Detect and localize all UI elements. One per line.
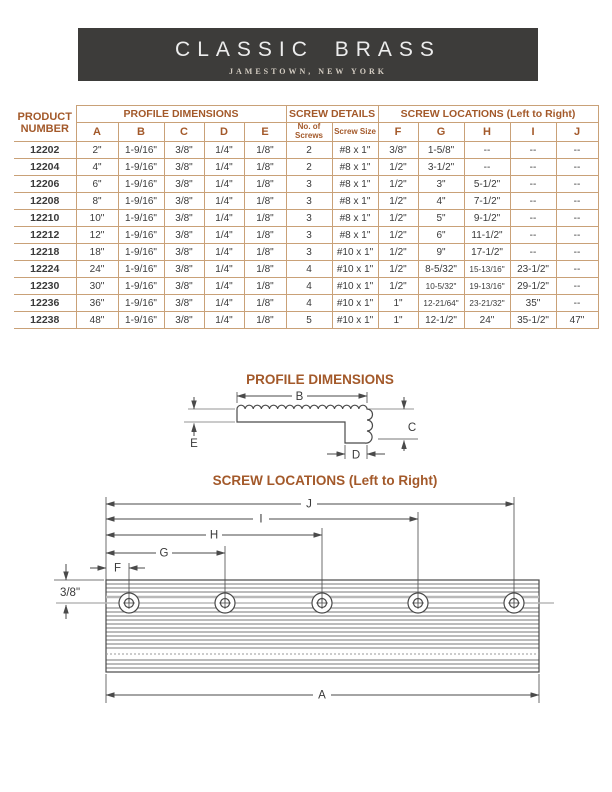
value-cell: 35-1/2" bbox=[510, 312, 556, 329]
value-cell: 1/8" bbox=[244, 142, 286, 159]
product-number-cell: 12238 bbox=[14, 312, 76, 329]
value-cell: 1/8" bbox=[244, 295, 286, 312]
value-cell: 1/2" bbox=[378, 244, 418, 261]
value-cell: 4" bbox=[76, 159, 118, 176]
value-cell: 1-9/16" bbox=[118, 210, 164, 227]
value-cell: 1/8" bbox=[244, 210, 286, 227]
value-cell: #10 x 1" bbox=[332, 244, 378, 261]
value-cell: 1/2" bbox=[378, 261, 418, 278]
value-cell: 3/8" bbox=[164, 176, 204, 193]
value-cell: 1/4" bbox=[204, 227, 244, 244]
product-number-header: PRODUCT NUMBER bbox=[14, 106, 76, 142]
value-cell: 1/2" bbox=[378, 193, 418, 210]
value-cell: 23-21/32" bbox=[464, 295, 510, 312]
col-b: B bbox=[118, 123, 164, 142]
value-cell: 3/8" bbox=[164, 312, 204, 329]
value-cell: #8 x 1" bbox=[332, 176, 378, 193]
group-screw-locations: SCREW LOCATIONS (Left to Right) bbox=[378, 106, 598, 123]
col-i: I bbox=[510, 123, 556, 142]
value-cell: 1/2" bbox=[378, 210, 418, 227]
value-cell: 3/8" bbox=[164, 210, 204, 227]
table-row bbox=[14, 159, 598, 176]
value-cell: 19-13/16" bbox=[464, 278, 510, 295]
value-cell: 1/8" bbox=[244, 312, 286, 329]
value-cell: 47" bbox=[556, 312, 598, 329]
product-number-cell: 12206 bbox=[14, 176, 76, 193]
value-cell: 1-9/16" bbox=[118, 278, 164, 295]
value-cell: 9" bbox=[418, 244, 464, 261]
value-cell: 3 bbox=[286, 176, 332, 193]
value-cell: 8-5/32" bbox=[418, 261, 464, 278]
value-cell: 1-9/16" bbox=[118, 312, 164, 329]
value-cell: 30" bbox=[76, 278, 118, 295]
value-cell: 4 bbox=[286, 278, 332, 295]
table-row bbox=[14, 210, 598, 227]
value-cell: 1/4" bbox=[204, 312, 244, 329]
table-row bbox=[14, 278, 598, 295]
value-cell: #8 x 1" bbox=[332, 227, 378, 244]
value-cell: #8 x 1" bbox=[332, 193, 378, 210]
value-cell: #8 x 1" bbox=[332, 159, 378, 176]
value-cell: 1/4" bbox=[204, 261, 244, 278]
screw-diagram-title: SCREW LOCATIONS (Left to Right) bbox=[212, 473, 438, 488]
table-row bbox=[14, 261, 598, 278]
value-cell: -- bbox=[510, 244, 556, 261]
value-cell: 24" bbox=[464, 312, 510, 329]
value-cell: 23-1/2" bbox=[510, 261, 556, 278]
value-cell: 3/8" bbox=[378, 142, 418, 159]
value-cell: 6" bbox=[418, 227, 464, 244]
screw-label-j: J bbox=[306, 498, 312, 511]
screw-label-offset: 3/8" bbox=[59, 587, 81, 599]
value-cell: -- bbox=[510, 159, 556, 176]
value-cell: 1/4" bbox=[204, 193, 244, 210]
product-number-cell: 12224 bbox=[14, 261, 76, 278]
brand-header bbox=[78, 28, 538, 81]
value-cell: 3/8" bbox=[164, 278, 204, 295]
value-cell: -- bbox=[556, 295, 598, 312]
value-cell: 1/4" bbox=[204, 210, 244, 227]
value-cell: -- bbox=[556, 278, 598, 295]
col-a: A bbox=[76, 123, 118, 142]
value-cell: 12" bbox=[76, 227, 118, 244]
col-j: J bbox=[556, 123, 598, 142]
value-cell: 5 bbox=[286, 312, 332, 329]
value-cell: 3-1/2" bbox=[418, 159, 464, 176]
value-cell: #10 x 1" bbox=[332, 278, 378, 295]
value-cell: -- bbox=[464, 159, 510, 176]
screw-label-a: A bbox=[318, 689, 326, 702]
table-row bbox=[14, 142, 598, 159]
value-cell: 17-1/2" bbox=[464, 244, 510, 261]
value-cell: 1-9/16" bbox=[118, 159, 164, 176]
value-cell: 1-5/8" bbox=[418, 142, 464, 159]
value-cell: 10-5/32" bbox=[418, 278, 464, 295]
value-cell: 15-13/16" bbox=[464, 261, 510, 278]
group-screw-details: SCREW DETAILS bbox=[286, 106, 378, 123]
group-profile-dimensions: PROFILE DIMENSIONS bbox=[76, 106, 286, 123]
value-cell: 1/4" bbox=[204, 176, 244, 193]
value-cell: -- bbox=[464, 142, 510, 159]
value-cell: 3/8" bbox=[164, 295, 204, 312]
value-cell: 1/4" bbox=[204, 159, 244, 176]
col-h: H bbox=[464, 123, 510, 142]
product-number-cell: 12210 bbox=[14, 210, 76, 227]
table-group-header-row bbox=[14, 106, 598, 123]
value-cell: 5" bbox=[418, 210, 464, 227]
value-cell: 11-1/2" bbox=[464, 227, 510, 244]
value-cell: -- bbox=[510, 142, 556, 159]
value-cell: #10 x 1" bbox=[332, 295, 378, 312]
value-cell: #8 x 1" bbox=[332, 210, 378, 227]
value-cell: 1/4" bbox=[204, 244, 244, 261]
table-row bbox=[14, 227, 598, 244]
value-cell: 1-9/16" bbox=[118, 227, 164, 244]
value-cell: -- bbox=[556, 176, 598, 193]
value-cell: 36" bbox=[76, 295, 118, 312]
screw-label-h: H bbox=[209, 529, 219, 542]
value-cell: 1/4" bbox=[204, 278, 244, 295]
value-cell: 1/2" bbox=[378, 159, 418, 176]
col-f: F bbox=[378, 123, 418, 142]
value-cell: 1/8" bbox=[244, 244, 286, 261]
table-body bbox=[14, 142, 598, 329]
value-cell: 1/4" bbox=[204, 142, 244, 159]
value-cell: 5-1/2" bbox=[464, 176, 510, 193]
table-row bbox=[14, 176, 598, 193]
value-cell: -- bbox=[510, 210, 556, 227]
value-cell: -- bbox=[556, 261, 598, 278]
value-cell: -- bbox=[510, 176, 556, 193]
value-cell: 4 bbox=[286, 295, 332, 312]
value-cell: -- bbox=[556, 244, 598, 261]
value-cell: 10" bbox=[76, 210, 118, 227]
value-cell: 2 bbox=[286, 159, 332, 176]
value-cell: #10 x 1" bbox=[332, 261, 378, 278]
col-d: D bbox=[204, 123, 244, 142]
value-cell: 1/8" bbox=[244, 159, 286, 176]
value-cell: 8" bbox=[76, 193, 118, 210]
value-cell: -- bbox=[556, 193, 598, 210]
value-cell: 3/8" bbox=[164, 142, 204, 159]
table-row bbox=[14, 295, 598, 312]
value-cell: 3/8" bbox=[164, 244, 204, 261]
value-cell: 9-1/2" bbox=[464, 210, 510, 227]
value-cell: 3/8" bbox=[164, 193, 204, 210]
value-cell: 1-9/16" bbox=[118, 193, 164, 210]
value-cell: 3/8" bbox=[164, 227, 204, 244]
table-column-header-row bbox=[14, 123, 598, 142]
value-cell: 1/8" bbox=[244, 193, 286, 210]
col-c: C bbox=[164, 123, 204, 142]
value-cell: 7-1/2" bbox=[464, 193, 510, 210]
value-cell: #10 x 1" bbox=[332, 312, 378, 329]
value-cell: 3/8" bbox=[164, 159, 204, 176]
screw-label-i: I bbox=[259, 513, 263, 526]
value-cell: #8 x 1" bbox=[332, 142, 378, 159]
table-row bbox=[14, 244, 598, 261]
value-cell: 1/8" bbox=[244, 261, 286, 278]
value-cell: 1" bbox=[378, 312, 418, 329]
profile-label-b: B bbox=[295, 391, 304, 403]
value-cell: 1/2" bbox=[378, 278, 418, 295]
value-cell: 1-9/16" bbox=[118, 261, 164, 278]
value-cell: 3 bbox=[286, 227, 332, 244]
profile-label-c: C bbox=[407, 422, 417, 434]
value-cell: 3" bbox=[418, 176, 464, 193]
profile-label-e: E bbox=[190, 438, 198, 450]
value-cell: 12-21/64" bbox=[418, 295, 464, 312]
value-cell: 24" bbox=[76, 261, 118, 278]
product-number-cell: 12212 bbox=[14, 227, 76, 244]
value-cell: 1-9/16" bbox=[118, 244, 164, 261]
col-e: E bbox=[244, 123, 286, 142]
value-cell: 3 bbox=[286, 193, 332, 210]
spec-table bbox=[14, 105, 599, 329]
profile-label-d: D bbox=[351, 449, 361, 462]
value-cell: 1-9/16" bbox=[118, 176, 164, 193]
value-cell: 3/8" bbox=[164, 261, 204, 278]
value-cell: 1" bbox=[378, 295, 418, 312]
value-cell: 1-9/16" bbox=[118, 142, 164, 159]
value-cell: -- bbox=[556, 159, 598, 176]
value-cell: 1/2" bbox=[378, 176, 418, 193]
value-cell: 4 bbox=[286, 261, 332, 278]
value-cell: 3 bbox=[286, 244, 332, 261]
col-no-of-screws: No. of Screws bbox=[286, 123, 332, 142]
table-row bbox=[14, 312, 598, 329]
value-cell: -- bbox=[510, 227, 556, 244]
value-cell: 2" bbox=[76, 142, 118, 159]
value-cell: 18" bbox=[76, 244, 118, 261]
value-cell: 6" bbox=[76, 176, 118, 193]
value-cell: 2 bbox=[286, 142, 332, 159]
value-cell: 3 bbox=[286, 210, 332, 227]
brand-name: CLASSIC BRASS bbox=[175, 38, 441, 61]
value-cell: -- bbox=[556, 142, 598, 159]
screw-label-g: G bbox=[159, 547, 169, 560]
value-cell: 1/8" bbox=[244, 278, 286, 295]
product-number-cell: 12204 bbox=[14, 159, 76, 176]
table-row bbox=[14, 193, 598, 210]
value-cell: 1-9/16" bbox=[118, 295, 164, 312]
product-number-cell: 12236 bbox=[14, 295, 76, 312]
product-number-cell: 12218 bbox=[14, 244, 76, 261]
value-cell: 4" bbox=[418, 193, 464, 210]
col-screw-size: Screw Size bbox=[332, 123, 378, 142]
screw-label-f: F bbox=[113, 562, 122, 575]
value-cell: 1/8" bbox=[244, 176, 286, 193]
value-cell: 1/4" bbox=[204, 295, 244, 312]
product-number-cell: 12208 bbox=[14, 193, 76, 210]
value-cell: 12-1/2" bbox=[418, 312, 464, 329]
profile-diagram bbox=[146, 389, 466, 474]
product-number-cell: 12202 bbox=[14, 142, 76, 159]
brand-location: JAMESTOWN, NEW YORK bbox=[229, 67, 387, 76]
value-cell: -- bbox=[556, 227, 598, 244]
value-cell: -- bbox=[556, 210, 598, 227]
value-cell: 35" bbox=[510, 295, 556, 312]
col-g: G bbox=[418, 123, 464, 142]
value-cell: -- bbox=[510, 193, 556, 210]
value-cell: 29-1/2" bbox=[510, 278, 556, 295]
profile-diagram-title: PROFILE DIMENSIONS bbox=[246, 372, 394, 387]
product-number-cell: 12230 bbox=[14, 278, 76, 295]
profile-shape bbox=[237, 405, 373, 443]
screw-locations-diagram bbox=[26, 492, 592, 707]
value-cell: 1/2" bbox=[378, 227, 418, 244]
value-cell: 48" bbox=[76, 312, 118, 329]
value-cell: 1/8" bbox=[244, 227, 286, 244]
